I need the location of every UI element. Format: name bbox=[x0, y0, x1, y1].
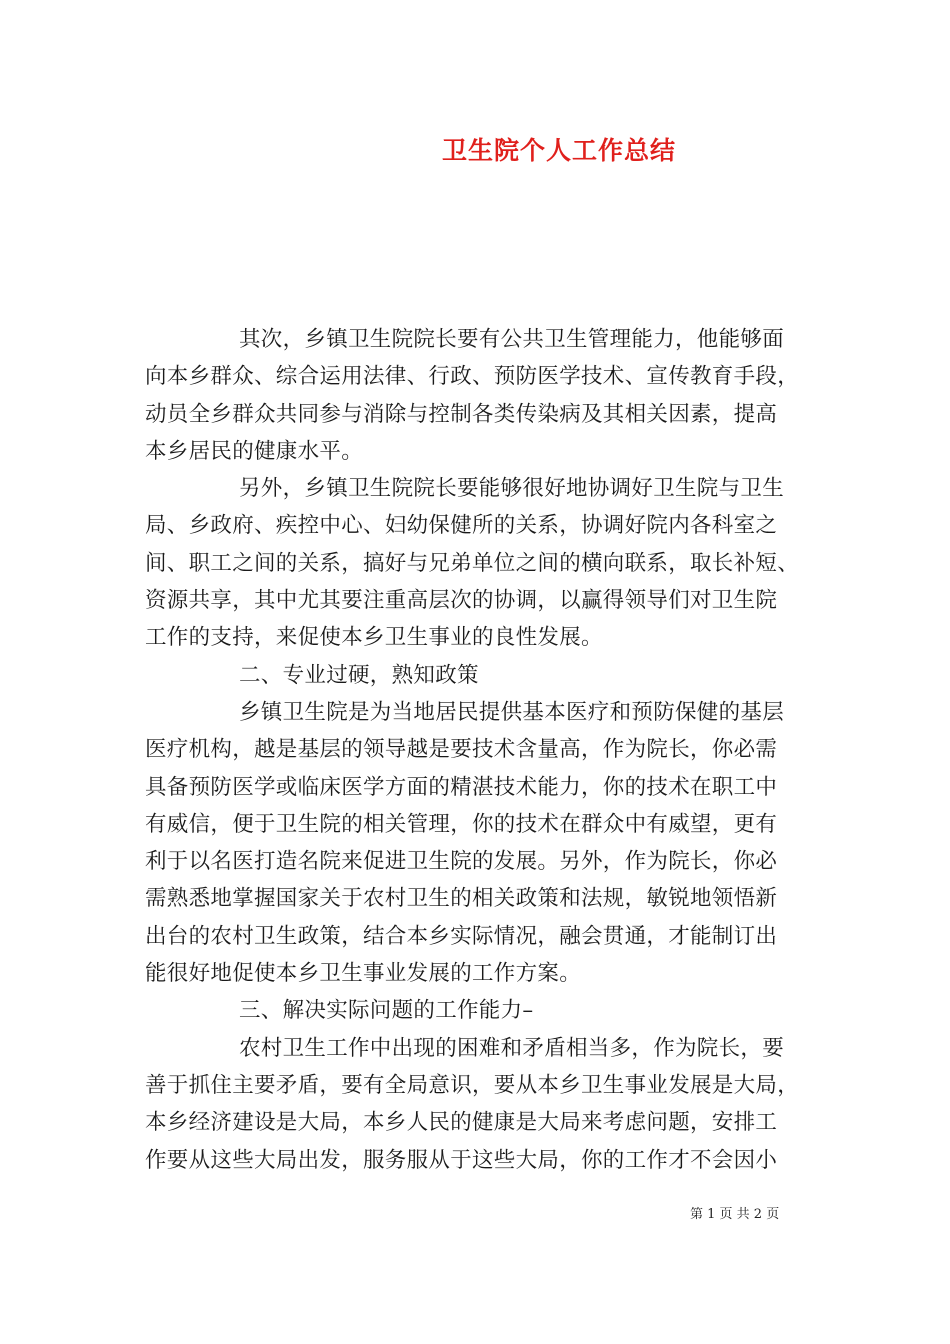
text-line: 利于以名医打造名院来促进卫生院的发展。另外，作为院长，你必 bbox=[145, 849, 778, 875]
text-line: 作要从这些大局出发，服务服从于这些大局，你的工作才不会因小 bbox=[145, 1147, 778, 1173]
text-line: 乡镇卫生院是为当地居民提供基本医疗和预防保健的基层 bbox=[239, 699, 785, 725]
document-body bbox=[145, 321, 809, 1179]
page-number: 第 1 页 共 2 页 bbox=[690, 1207, 780, 1222]
text-line: 三、解决实际问题的工作能力– bbox=[239, 998, 534, 1024]
document-title: 卫生院个人工作总结 bbox=[441, 136, 676, 165]
text-line: 能很好地促使本乡卫生事业发展的工作方案。 bbox=[145, 961, 582, 987]
text-line: 局、乡政府、疾控中心、妇幼保健所的关系，协调好院内各科室之 bbox=[145, 513, 778, 539]
text-line: 二、专业过硬，熟知政策 bbox=[239, 662, 479, 688]
text-line: 需熟悉地掌握国家关于农村卫生的相关政策和法规，敏锐地领悟新 bbox=[145, 886, 778, 912]
text-line: 资源共享，其中尤其要注重高层次的协调，以赢得领导们对卫生院 bbox=[145, 588, 778, 614]
text-line: 另外，乡镇卫生院院长要能够很好地协调好卫生院与卫生 bbox=[239, 476, 785, 502]
text-line: 其次，乡镇卫生院院长要有公共卫生管理能力，他能够面 bbox=[239, 327, 785, 352]
text-line: 本乡居民的健康水平。 bbox=[145, 438, 364, 464]
text-line: 工作的支持，来促使本乡卫生事业的良性发展。 bbox=[145, 625, 603, 651]
text-line: 本乡经济建设是大局，本乡人民的健康是大局来考虑问题，安排工 bbox=[145, 1110, 778, 1136]
text-line: 动员全乡群众共同参与消除与控制各类传染病及其相关因素，提高 bbox=[145, 401, 778, 427]
text-line: 向本乡群众、综合运用法律、行政、预防医学技术、宣传教育手段， bbox=[145, 364, 800, 390]
text-line: 农村卫生工作中出现的困难和矛盾相当多，作为院长，要 bbox=[239, 1035, 785, 1061]
text-line: 有威信，便于卫生院的相关管理，你的技术在群众中有威望，更有 bbox=[145, 811, 778, 837]
text-line: 医疗机构，越是基层的领导越是要技术含量高，作为院长，你必需 bbox=[145, 737, 778, 763]
text-line: 间、职工之间的关系，搞好与兄弟单位之间的横向联系，取长补短、 bbox=[145, 550, 800, 576]
text-line: 具备预防医学或临床医学方面的精湛技术能力，你的技术在职工中 bbox=[145, 774, 778, 800]
text-line: 出台的农村卫生政策，结合本乡实际情况，融会贯通，才能制订出 bbox=[145, 923, 778, 949]
text-line: 善于抓住主要矛盾，要有全局意识，要从本乡卫生事业发展是大局， bbox=[145, 1072, 800, 1098]
